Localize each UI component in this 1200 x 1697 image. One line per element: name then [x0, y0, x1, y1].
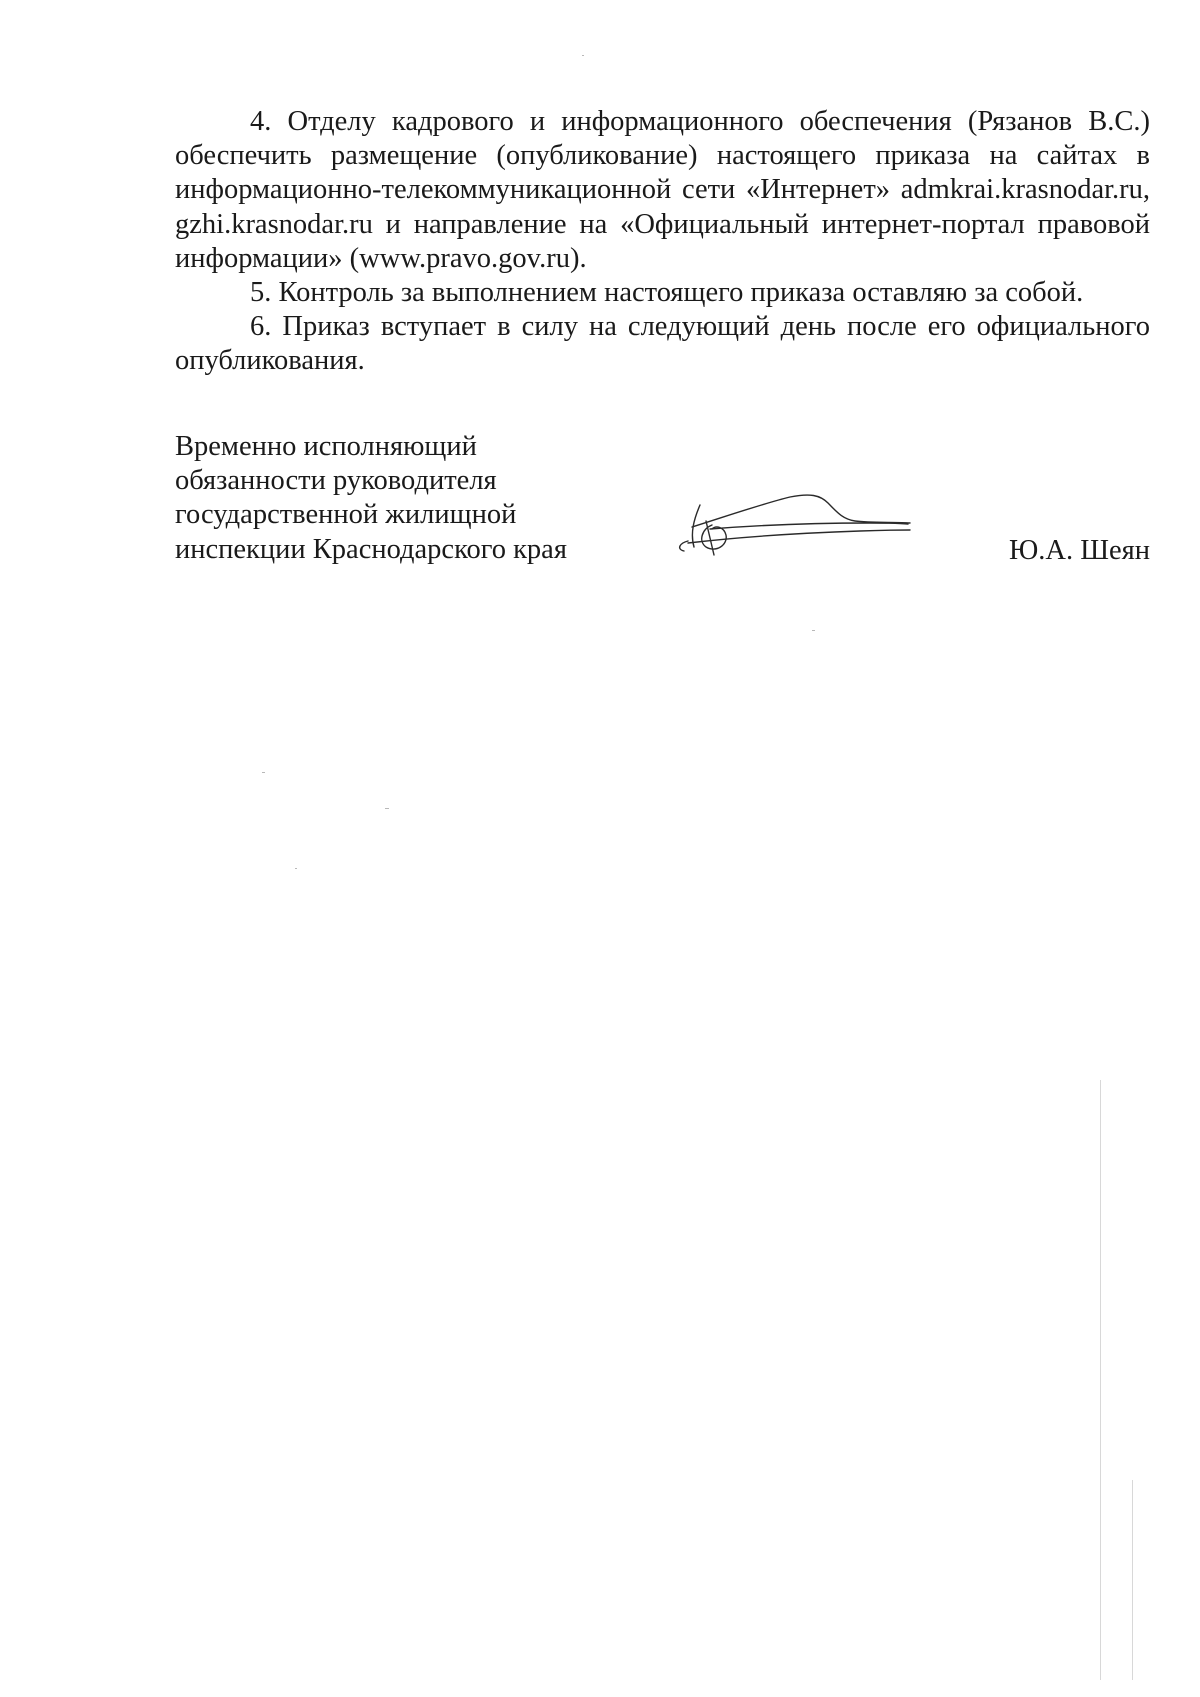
- paragraph-item-4: 4. Отделу кадрового и информационного обеспечения (Рязанов В.С.) обеспечить размещение (опубликование) настоящего приказа на сайтах в информационно-телекоммуникационной сети «Интернет» admkrai.krasnodar.ru, gzhi.krasnodar.ru и направление на «Официальный интернет-портал правовой информации» (www.pravo.gov.ru).: [175, 106, 1150, 274]
- signatory-position-line: Временно исполняющий: [175, 431, 477, 462]
- signatory-position: [175, 430, 567, 567]
- scan-speck: [385, 808, 389, 809]
- document-body: [175, 105, 1150, 379]
- signatory-name: Ю.А. Шеян: [1008, 535, 1150, 566]
- paragraph-item-5: 5. Контроль за выполнением настоящего приказа оставляю за собой.: [250, 276, 1084, 308]
- signatory-position-line: обязанности руководителя: [175, 465, 497, 497]
- handwritten-signature: [670, 485, 950, 575]
- paragraph-item-6: 6. Приказ вступает в силу на следующий день после его официального опубликования.: [175, 311, 1150, 377]
- signatory-position-line: государственной жилищной: [175, 499, 517, 531]
- scan-speck: [262, 772, 265, 773]
- scan-edge-line: [1100, 1080, 1101, 1680]
- scan-edge-line: [1132, 1480, 1133, 1680]
- scan-speck: [582, 55, 584, 56]
- signatory-position-line: инспекции Краснодарского края: [175, 533, 567, 565]
- scan-speck: [812, 630, 815, 631]
- scan-speck: [295, 868, 297, 869]
